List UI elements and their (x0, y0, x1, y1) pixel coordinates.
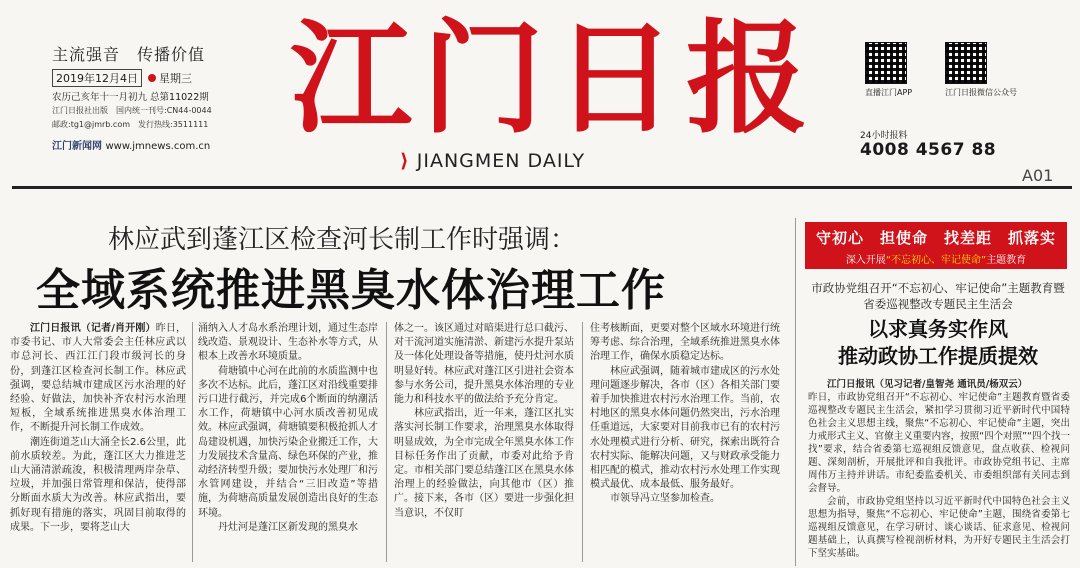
qr-wechat-label: 江门日报微信公众号 (945, 88, 1017, 97)
slogan: 主流强音 传播价值 (52, 45, 206, 64)
red-dot-icon (148, 74, 156, 82)
issue-date: 2019年12月4日 (52, 69, 142, 87)
qr-app[interactable] (865, 42, 912, 98)
paragraph: 荷塘镇中心河在此前的水质监测中也多次不达标。此后，蓬江区对沿线重要排污口进行截污，并完成6个断面的纳潮活水工作，荷塘镇中心河水质改善初见成效。林应武强调，荷塘镇要积极抢抓人才岛建设机遇，加快污染企业搬迁工作，大力发展技术含量高、绿色环保的产业，推动经济转型升级；要加快污水处理厂和污水管网建设，并结合“三旧改造”等措施，为荷塘高质量发展创造出良好的生态环境。 (198, 365, 378, 519)
paragraph: 昨日，市委书记、市人大常委会主任林应武以市总河长、西江江门段市级河长的身份，到蓬江区检查河长制工作。林应武强调，要总结城市建成区污水治理的好经验、好做法，加快补齐农村污水治理短板，全域系统推进黑臭水体治理工作，不断提升河长制工作成效。 (10, 323, 186, 434)
side-article-body (808, 378, 1070, 566)
hotline-label: 24小时报料 (860, 131, 908, 141)
qr-code-icon (865, 42, 907, 84)
contact-info: 邮政:tg1@jmrb.com 发行热线:3511111 (52, 120, 209, 129)
banner-sub-post: 主题教育 (986, 255, 1027, 266)
weekday: 星期三 (159, 72, 192, 85)
logo-mark-icon: ⟩ (400, 150, 410, 172)
lunar-date: 农历己亥年十一月初九 总第11022期 (52, 92, 209, 103)
hotline-number: 4008 4567 88 (860, 140, 997, 160)
page-number: A01 (1022, 166, 1054, 185)
website[interactable] (52, 137, 242, 152)
paragraph: 丹灶河是蓬江区新发现的黑臭水 (218, 521, 358, 533)
paragraph: 涌纳入人才岛水系治理计划，通过生态岸线改造、景观设计、生态补水等方式，从根本上改善水环境质量。 (198, 323, 378, 363)
banner-sub-quote: “不忘初心、牢记使命” (885, 255, 987, 266)
side-headline-line-1: 以求真务实作风 (868, 317, 1008, 341)
paragraph: 住考核断面，更要对整个区域水环境进行统筹考虑、综合治理，全域系统推进黑臭水体治理工作，确保水质稳定达标。 (590, 323, 780, 363)
lead-kicker: 林应武到蓬江区检查河长制工作时强调： (108, 225, 577, 255)
qr-wechat[interactable] (945, 42, 1017, 98)
paragraph: 市领导冯立坚参加检查。 (610, 493, 720, 505)
newspaper-title: 江门日报 (290, 6, 818, 150)
side-byline: 江门日报讯（见习记者/皇智尧 通讯员/杨双云） (827, 379, 1028, 390)
qr-app-label: 直播江门APP (865, 88, 913, 97)
side-headline[interactable] (808, 316, 1068, 370)
article-column-4 (590, 322, 780, 566)
side-kicker: 市政协党组召开“不忘初心、牢记使命”主题教育暨省委巡视整改专题民主生活会 (811, 281, 1065, 311)
theme-banner (805, 222, 1067, 269)
article-column-1 (10, 322, 186, 566)
masthead-divider (12, 186, 1072, 189)
section-divider (795, 218, 796, 566)
banner-sub-pre: 深入开展 (845, 255, 886, 266)
qr-code-icon (945, 42, 987, 84)
publisher-info: 江门日报社出版 国内统一刊号:CN44-0044 (52, 106, 212, 115)
paragraph: 昨日，市政协党组召开“不忘初心、牢记使命”主题教育暨省委巡视整改专题民主生活会，紧扣学习贯彻习近平新时代中国特色社会主义思想主线，聚焦“不忘初心、牢记使命”主题，突出力戒形式主义、官僚主义重要内容，按照“四个对照”“四个找一找”要求，结合省委第七巡视组反馈意见，盘点收获、检视问题、深刻剖析，开展批评和自我批评。市政协党组书记、主席周伟万主持并讲话。市纪委监委机关、市委组织部有关同志到会督导。 (808, 392, 1070, 494)
article-column-2 (198, 322, 378, 566)
site-url: www.jmnews.com.cn (105, 141, 211, 152)
dateline (52, 69, 242, 87)
side-headline-line-2: 推动政协工作提质提效 (838, 344, 1038, 368)
subtitle-text: JIANGMEN DAILY (416, 150, 586, 172)
paragraph: 体之一。该区通过对暗渠进行总口截污、对干流河道实施清淤、新建污水提升泵站及一体化处理设备等措施，使丹灶河水质明显好转。林应武对蓬江区引进社会资本参与水务公司，提升黑臭水体治理的专业能力和科技水平的做法给予充分肯定。 (394, 323, 574, 406)
banner-subtitle (805, 251, 1067, 266)
column-divider (192, 322, 193, 562)
site-name: 江门新闻网 (52, 141, 102, 152)
column-divider (386, 322, 387, 562)
masthead-info (52, 12, 242, 152)
column-divider (582, 322, 583, 562)
lead-headline[interactable]: 全域系统推进黑臭水体治理工作 (36, 265, 666, 316)
paragraph: 林应武强调，随着城市建成区的污水处理问题逐步解决，各市（区）各相关部门要着手加快推进农村污水治理工作。当前，农村地区的黑臭水体问题仍然突出，污水治理任重道远，大家要对目前我市已有的农村污水处理模式进行分析、研究，探索出既符合农村实际、能解决问题，又与财政承受能力相匹配的模式，推动农村污水处理工作实现模式最优、成本最低、服务最好。 (590, 365, 780, 491)
newspaper-subtitle (400, 150, 585, 172)
paragraph: 林应武指出，近一年来，蓬江区扎实落实河长制工作要求，治理黑臭水体取得明显成效，为全市完成全年黑臭水体工作目标任务作出了贡献，市委对此给予肯定。市相关部门要总结蓬江区在黑臭水体治理上的经验做法，向其他市（区）推广。接下来，各市（区）要进一步强化担当意识，不仅盯 (394, 408, 574, 519)
article-column-3 (394, 322, 574, 566)
banner-title: 守初心 担使命 找差距 抓落实 (815, 229, 1056, 247)
paragraph: 潮连街道芝山大涌全长2.6公里，此前水质较差。为此，蓬江区大力推进芝山大涌清淤疏浚，积极清理两岸杂草、垃圾，并加强日常管理和保洁，使得部分断面水质大为改善。林应武指出，要抓好现有措施的落实，巩固目前取得的成果。下一步，要将芝山大 (10, 436, 186, 533)
paragraph: 会前，市政协党组坚持以习近平新时代中国特色社会主义思想为指导，聚焦“不忘初心、牢记使命”主题，围绕省委第七巡视组反馈意见，在学习研讨、谈心谈话、征求意见、检视问题基础上，认真撰写检视剖析材料，为开好专题民主生活会打下坚实基础。 (808, 496, 1070, 559)
lead-byline: 江门日报讯（记者/肖开刚） (30, 323, 156, 334)
